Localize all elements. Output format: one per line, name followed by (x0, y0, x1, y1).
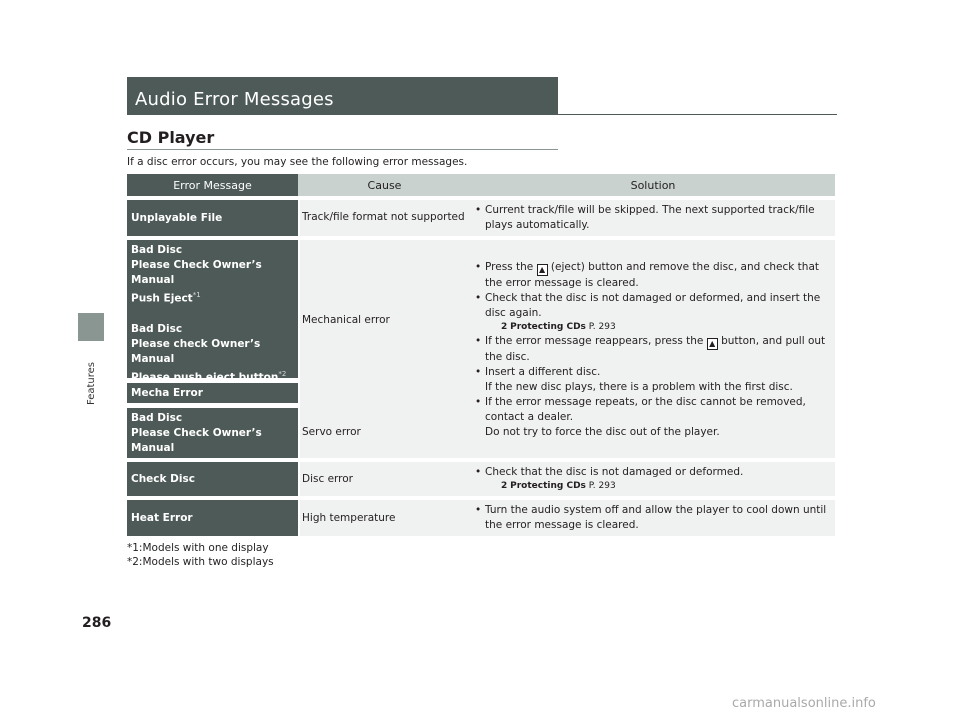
footnote-marker: *1 (192, 291, 201, 299)
cause-text: Servo error (302, 426, 361, 438)
section-intro: If a disc error occurs, you may see the following error messages. (127, 156, 468, 168)
title-divider (558, 114, 837, 115)
error-message-line: Manual (131, 352, 175, 365)
eject-icon: ▲ (707, 338, 718, 350)
error-message-line: Bad Disc (131, 412, 183, 424)
cause-text: Mechanical error (302, 314, 390, 326)
column-header-error-message: Error Message (127, 174, 298, 196)
solution-text: Do not try to force the disc out of the player. (485, 426, 720, 438)
footnote: *1:Models with one display (127, 542, 269, 554)
reference-arrow-icon: 2 (501, 322, 508, 332)
page-title-bar (127, 77, 558, 115)
solution-cell (473, 503, 833, 533)
eject-icon: ▲ (537, 264, 548, 276)
error-message-line: Please Check Owner’s (131, 259, 262, 271)
error-message-line: Please check Owner’s (131, 337, 261, 350)
cross-reference (473, 321, 833, 334)
error-message-line: Please Check Owner’s (131, 427, 262, 439)
solution-cell (473, 260, 833, 440)
solution-text: If the new disc plays, there is a problem with the first disc. (485, 381, 793, 393)
error-message-heat-error (127, 500, 298, 536)
footnote: *2:Models with two displays (127, 556, 274, 568)
reference-page: P. 293 (588, 481, 616, 491)
page-number: 286 (82, 615, 112, 631)
error-message-line: Bad Disc (131, 244, 183, 256)
solution-text: (eject) button and remove the disc, and check that the error message is cleared. (485, 261, 819, 289)
solution-bullet (473, 334, 833, 365)
watermark: carmanualsonline.info (732, 696, 876, 711)
solution-text: Press the (485, 261, 534, 273)
sidebar-section-label: Features (86, 362, 97, 405)
error-message-bad-disc-servo (127, 408, 298, 458)
error-message-line: Bad Disc (131, 322, 183, 335)
footnote-marker: *2 (278, 369, 287, 378)
column-header-solution: Solution (471, 174, 835, 196)
cause-text: Disc error (302, 473, 354, 485)
error-message-text: Push Eject (131, 292, 193, 305)
solution-bullet: • Check that the disc is not damaged or deformed. (473, 465, 833, 480)
error-message-bad-disc (127, 240, 298, 383)
reference-arrow-icon: 2 (501, 481, 508, 491)
reference-label[interactable]: Protecting CDs (510, 322, 586, 332)
error-message-check-disc (127, 462, 298, 496)
solution-bullet: • Check that the disc is not damaged or deformed, and insert the disc again. (473, 291, 833, 321)
page-title: Audio Error Messages (135, 89, 334, 110)
error-message-text: Unplayable File (131, 211, 223, 224)
error-message-text: Mecha Error (131, 386, 203, 399)
reference-page: P. 293 (588, 322, 616, 332)
solution-bullet: • Turn the audio system off and allow the player to cool down until the error message is cleared. (473, 503, 833, 533)
error-message-text: Please push eject button (131, 371, 279, 383)
solution-text: If the error message reappears, press the (485, 335, 704, 347)
solution-bullet (473, 365, 833, 395)
solution-cell (473, 465, 833, 493)
error-message-unplayable-file (127, 200, 298, 236)
solution-text: button, and pull out the disc. (485, 335, 826, 363)
table-header (127, 174, 835, 196)
solution-text: • If the error message repeats, or the disc cannot be removed, contact a dealer. (485, 396, 806, 423)
solution-bullet (473, 260, 833, 291)
solution-bullet (473, 395, 833, 440)
cause-text: High temperature (302, 512, 396, 524)
solution-bullet: • Current track/file will be skipped. The next supported track/file plays automatically. (473, 203, 833, 233)
section-title: CD Player (127, 128, 215, 147)
sidebar-tab-marker (78, 313, 104, 341)
solution-text: • Insert a different disc. (485, 366, 601, 378)
error-message-text: Heat Error (131, 511, 193, 524)
error-message-line: Manual (131, 274, 175, 286)
error-message-text: Check Disc (131, 472, 195, 485)
cause-text: Track/file format not supported (302, 211, 465, 223)
cross-reference (473, 480, 833, 493)
reference-label[interactable]: Protecting CDs (510, 481, 586, 491)
error-message-line: Manual (131, 442, 175, 454)
column-header-cause: Cause (298, 174, 471, 196)
error-message-line (131, 288, 294, 307)
error-message-mecha-error (127, 383, 298, 403)
solution-cell (473, 203, 833, 233)
section-divider (127, 149, 558, 150)
